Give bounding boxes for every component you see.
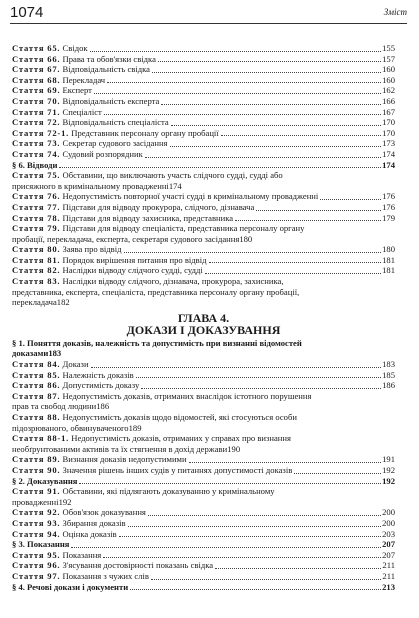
toc-entry[interactable] xyxy=(12,107,395,118)
page-ref: 166 xyxy=(382,95,395,106)
section-title-line: доказами xyxy=(12,348,49,359)
article-heading xyxy=(12,465,292,476)
article-title: Наслідки відводу слідчого судді, судді xyxy=(62,265,203,276)
article-number: Стаття 96. xyxy=(12,560,61,571)
table-of-contents xyxy=(12,43,395,592)
dot-leader xyxy=(205,273,381,274)
section-title-line: § 1. Поняття доказів, належність та допустимість при визнанні відомостей xyxy=(12,337,302,348)
page-ref: 183 xyxy=(382,359,395,370)
article-number: Стаття 73. xyxy=(12,138,61,149)
article-number: Стаття 76. xyxy=(12,191,61,202)
page-ref: 174 xyxy=(382,148,395,159)
article-heading xyxy=(12,191,318,202)
article-number: Стаття 72-1. xyxy=(12,127,70,138)
dot-leader xyxy=(235,220,381,221)
section-title: § 3. Показання xyxy=(12,539,70,550)
toc-group-testimony xyxy=(12,550,395,582)
article-title: Судовий розпорядник xyxy=(62,148,143,159)
article-number: Стаття 84. xyxy=(12,359,61,370)
article-title-continuation xyxy=(12,181,395,192)
dot-leader xyxy=(161,104,381,105)
article-number: Стаття 87. xyxy=(12,390,61,401)
article-number: Стаття 74. xyxy=(12,148,61,159)
toc-entry[interactable] xyxy=(12,465,395,476)
chapter-title: ДОКАЗИ І ДОКАЗУВАННЯ xyxy=(126,323,281,338)
article-title: Визнання доказів недопустимими xyxy=(62,454,187,465)
page-ref: 180 xyxy=(239,233,253,244)
page-ref: 182 xyxy=(56,297,70,308)
article-title: Представник персоналу органу пробації xyxy=(71,127,219,138)
article-number: Стаття 89. xyxy=(12,454,61,465)
page-ref: 190 xyxy=(227,443,241,454)
toc-entry[interactable] xyxy=(12,486,395,507)
page-ref: 185 xyxy=(382,369,395,380)
article-heading xyxy=(12,255,207,266)
article-number: Стаття 88. xyxy=(12,412,61,422)
article-number: Стаття 81. xyxy=(12,254,61,265)
dot-leader xyxy=(320,199,381,200)
article-title: Відповідальність свідка xyxy=(62,64,150,75)
article-title-line: прав та свобод людини xyxy=(12,401,97,412)
chapter-label: ГЛАВА 4. xyxy=(177,310,230,325)
toc-group-participants xyxy=(12,43,395,160)
page-ref: 179 xyxy=(382,212,395,223)
page-ref: 181 xyxy=(382,254,395,265)
toc-entry[interactable] xyxy=(12,213,395,224)
page-ref: 160 xyxy=(382,64,395,75)
article-number: Стаття 68. xyxy=(12,74,61,85)
dot-leader xyxy=(170,146,382,147)
dot-leader xyxy=(141,388,381,389)
article-title: Права та обов'язки свідка xyxy=(62,53,156,64)
page-ref: 157 xyxy=(382,53,395,64)
dot-leader xyxy=(215,568,381,569)
dot-leader xyxy=(107,82,381,83)
section-title: § 6. Відводи xyxy=(12,159,58,170)
toc-entry[interactable] xyxy=(12,276,395,308)
article-title-continuation xyxy=(12,497,395,508)
toc-entry[interactable] xyxy=(12,255,395,266)
article-number: Стаття 77. xyxy=(12,201,61,212)
toc-entry[interactable] xyxy=(12,433,395,454)
article-heading xyxy=(12,117,169,128)
page-ref: 176 xyxy=(382,201,395,212)
article-title: Недопустимість повторної участі судді в кримінальному провадженні xyxy=(62,191,319,202)
article-title-line: Обставини, що виключають участь слідчого судді, судді або xyxy=(62,170,283,181)
article-number: Стаття 65. xyxy=(12,43,61,53)
article-heading xyxy=(12,75,105,86)
toc-section-3[interactable] xyxy=(12,539,395,550)
page-ref: 200 xyxy=(382,517,395,528)
article-heading xyxy=(12,107,102,118)
article-title: Докази xyxy=(62,359,89,370)
article-number: Стаття 91. xyxy=(12,486,61,497)
page-ref: 186 xyxy=(96,401,110,412)
page-ref: 170 xyxy=(382,127,395,138)
page-ref: 203 xyxy=(382,528,395,539)
article-title: Допустимість доказу xyxy=(62,380,140,391)
article-title: Оцінка доказів xyxy=(62,528,117,539)
page-ref: 183 xyxy=(48,348,62,359)
page-ref: 167 xyxy=(382,106,395,117)
article-number: Стаття 95. xyxy=(12,549,61,560)
page-ref: 192 xyxy=(58,496,72,507)
toc-entry[interactable] xyxy=(12,359,395,370)
toc-entry[interactable] xyxy=(12,244,395,255)
article-number: Стаття 97. xyxy=(12,570,61,581)
article-heading xyxy=(12,529,117,540)
article-title-line: присяжного в кримінальному провадженні xyxy=(12,180,169,191)
dot-leader xyxy=(171,125,381,126)
article-heading xyxy=(12,265,203,276)
page-ref: 207 xyxy=(382,539,395,550)
article-heading xyxy=(12,202,254,213)
page-ref: 213 xyxy=(382,581,395,592)
toc-entry[interactable] xyxy=(12,529,395,540)
toc-entry[interactable] xyxy=(12,54,395,65)
toc-entry[interactable] xyxy=(12,64,395,75)
toc-entry[interactable] xyxy=(12,96,395,107)
article-title: Відповідальність експерта xyxy=(62,95,160,106)
article-number: Стаття 86. xyxy=(12,380,61,391)
article-title-line: необґрунтованими активів та їх стягнення в дохід держави xyxy=(12,443,228,454)
article-number: Стаття 67. xyxy=(12,64,61,75)
article-title: Належність доказів xyxy=(62,369,134,380)
article-number: Стаття 78. xyxy=(12,212,61,223)
toc-group-recusal xyxy=(12,170,395,276)
running-title: Зміст xyxy=(383,7,407,17)
page-ref: 176 xyxy=(382,191,395,202)
page-ref: 170 xyxy=(382,117,395,128)
article-title-line: Обставини, які підлягають доказуванню у кримінальному xyxy=(62,486,275,497)
page-ref: 211 xyxy=(382,560,395,571)
article-title-continuation xyxy=(12,423,395,434)
toc-entry[interactable] xyxy=(12,571,395,582)
article-title-continuation xyxy=(12,234,395,245)
article-title-line: пробації, перекладача, експерта, секретаря судового засідання xyxy=(12,233,240,244)
page-ref: 189 xyxy=(128,422,142,433)
toc-section-1[interactable] xyxy=(12,338,395,359)
dot-leader xyxy=(151,579,381,580)
article-title: Обов'язок доказування xyxy=(62,507,146,518)
article-title: Показання з чужих слів xyxy=(62,570,149,581)
toc-entry[interactable] xyxy=(12,85,395,96)
article-heading xyxy=(12,518,126,529)
article-title: Підстави для відводу захисника, представника xyxy=(62,212,234,223)
toc-group-evidence xyxy=(12,359,395,476)
article-title: Свідок xyxy=(62,43,88,53)
page-ref: 200 xyxy=(382,507,395,518)
toc-entry[interactable] xyxy=(12,202,395,213)
article-number: Стаття 66. xyxy=(12,53,61,64)
article-title: Відповідальність спеціаліста xyxy=(62,117,169,128)
page-ref: 211 xyxy=(382,570,395,581)
article-number: Стаття 93. xyxy=(12,517,61,528)
article-title-continuation xyxy=(12,401,395,412)
article-number: Стаття 88-1. xyxy=(12,433,70,444)
dot-leader xyxy=(91,367,382,368)
article-number: Стаття 92. xyxy=(12,507,61,518)
article-heading xyxy=(12,550,101,561)
toc-entry[interactable] xyxy=(12,75,395,86)
page-ref: 174 xyxy=(168,180,182,191)
page-number: 1074 xyxy=(10,4,44,21)
article-number: Стаття 85. xyxy=(12,369,61,380)
article-number: Стаття 94. xyxy=(12,528,61,539)
article-heading xyxy=(12,149,143,160)
article-heading xyxy=(12,560,213,571)
article-title: Показання xyxy=(62,549,102,560)
article-heading xyxy=(12,380,139,391)
toc-entry[interactable] xyxy=(12,391,395,412)
article-title: Секретар судового засідання xyxy=(62,138,168,149)
page-ref: 174 xyxy=(382,159,395,170)
dot-leader xyxy=(158,61,381,62)
dot-leader xyxy=(59,167,381,168)
dot-leader xyxy=(94,93,381,94)
dot-leader xyxy=(136,377,381,378)
toc-entry[interactable] xyxy=(12,560,395,571)
dot-leader xyxy=(103,557,381,558)
dot-leader xyxy=(124,252,382,253)
dot-leader xyxy=(189,462,382,463)
article-heading xyxy=(12,359,89,370)
toc-entry[interactable] xyxy=(12,128,395,139)
toc-entry[interactable] xyxy=(12,370,395,381)
toc-entry[interactable] xyxy=(12,138,395,149)
article-heading xyxy=(12,96,159,107)
toc-entry[interactable] xyxy=(12,223,395,244)
toc-entry[interactable] xyxy=(12,149,395,160)
article-title-line: перекладача xyxy=(12,297,57,308)
article-title: Порядок вирішення питання про відвід xyxy=(62,254,207,265)
dot-leader xyxy=(71,547,381,548)
article-title-line: представника, експерта, спеціаліста, представника персоналу органу пробації, xyxy=(12,286,300,297)
article-title-line: Недопустимість доказів, отриманих у справах про визнання xyxy=(71,433,291,444)
article-title: Експерт xyxy=(62,85,92,96)
toc-entry[interactable] xyxy=(12,518,395,529)
toc-group-proof xyxy=(12,486,395,539)
dot-leader xyxy=(145,157,381,158)
article-heading xyxy=(12,244,122,255)
article-heading xyxy=(12,138,168,149)
section-title: § 2. Доказування xyxy=(12,475,78,486)
article-title: Спеціаліст xyxy=(62,106,102,117)
toc-entry[interactable] xyxy=(12,454,395,465)
dot-leader xyxy=(79,483,381,484)
toc-entry[interactable] xyxy=(12,507,395,518)
article-title: Перекладач xyxy=(62,74,106,85)
article-number: Стаття 83. xyxy=(12,276,61,287)
page-ref: 173 xyxy=(382,138,395,149)
page-ref: 191 xyxy=(382,454,395,465)
page-ref: 160 xyxy=(382,74,395,85)
article-heading xyxy=(12,571,149,582)
toc-entry[interactable] xyxy=(12,170,395,191)
article-heading xyxy=(12,454,187,465)
dot-leader xyxy=(130,589,381,590)
toc-section-4[interactable] xyxy=(12,582,395,593)
page-ref: 180 xyxy=(382,244,395,255)
article-heading xyxy=(12,85,92,96)
article-number: Стаття 75. xyxy=(12,170,61,181)
dot-leader xyxy=(104,114,381,115)
article-title-line: Наслідки відводу слідчого, дізнавача, прокурора, захисника, xyxy=(62,276,284,287)
article-heading xyxy=(12,213,233,224)
toc-entry[interactable] xyxy=(12,265,395,276)
page-ref: 207 xyxy=(382,549,395,560)
dot-leader xyxy=(128,526,382,527)
article-title-line: провадженні xyxy=(12,496,59,507)
dot-leader xyxy=(221,135,381,136)
article-title: З'ясування достовірності показань свідка xyxy=(62,560,214,571)
article-number: Стаття 70. xyxy=(12,95,61,106)
dot-leader xyxy=(148,515,381,516)
page-ref: 192 xyxy=(382,475,395,486)
toc-entry[interactable] xyxy=(12,117,395,128)
article-heading xyxy=(12,507,146,518)
dot-leader xyxy=(152,72,381,73)
page-header xyxy=(10,4,407,26)
toc-section-2[interactable] xyxy=(12,476,395,487)
article-heading xyxy=(12,64,150,75)
toc-section-6[interactable] xyxy=(12,160,395,171)
toc-entry[interactable] xyxy=(12,380,395,391)
article-heading xyxy=(12,128,219,139)
article-number: Стаття 72. xyxy=(12,117,61,128)
toc-entry[interactable] xyxy=(12,412,395,433)
page-ref: 162 xyxy=(382,85,395,96)
article-title-line: Підстави для відводу спеціаліста, представника персоналу органу xyxy=(62,223,305,234)
dot-leader xyxy=(90,51,382,52)
article-heading xyxy=(12,43,88,54)
article-number: Стаття 82. xyxy=(12,265,61,276)
article-number: Стаття 80. xyxy=(12,244,61,255)
dot-leader xyxy=(256,210,381,211)
page-ref: 155 xyxy=(382,43,395,53)
article-heading xyxy=(12,370,134,381)
article-title-continuation xyxy=(12,444,395,455)
article-number: Стаття 71. xyxy=(12,106,61,117)
article-title-line: Недопустимість доказів, отриманих внаслідок істотного порушення xyxy=(62,390,312,401)
article-title: Підстави для відводу прокурора, слідчого, дізнавача xyxy=(62,201,255,212)
article-number: Стаття 90. xyxy=(12,464,61,475)
article-heading xyxy=(12,54,156,65)
article-number: Стаття 79. xyxy=(12,223,61,234)
article-title: Збирання доказів xyxy=(62,517,126,528)
section-title: § 4. Речові докази і документи xyxy=(12,581,129,592)
page-ref: 181 xyxy=(382,265,395,276)
article-title-line: підозрюваного, обвинуваченого xyxy=(12,422,129,433)
toc-entry[interactable] xyxy=(12,43,395,54)
header-divider xyxy=(10,23,407,24)
page-ref: 186 xyxy=(382,380,395,391)
toc-entry[interactable] xyxy=(12,550,395,561)
article-title: Значення рішень інших судів у питаннях допустимості доказів xyxy=(62,464,293,475)
toc-entry[interactable] xyxy=(12,191,395,202)
dot-leader xyxy=(209,262,382,263)
page-ref: 192 xyxy=(382,464,395,475)
dot-leader xyxy=(119,536,381,537)
article-number: Стаття 69. xyxy=(12,85,61,96)
dot-leader xyxy=(294,473,381,474)
article-title: Заява про відвід xyxy=(62,244,122,255)
article-title-line: Недопустимість доказів щодо відомостей, які стосуються особи xyxy=(62,412,297,422)
